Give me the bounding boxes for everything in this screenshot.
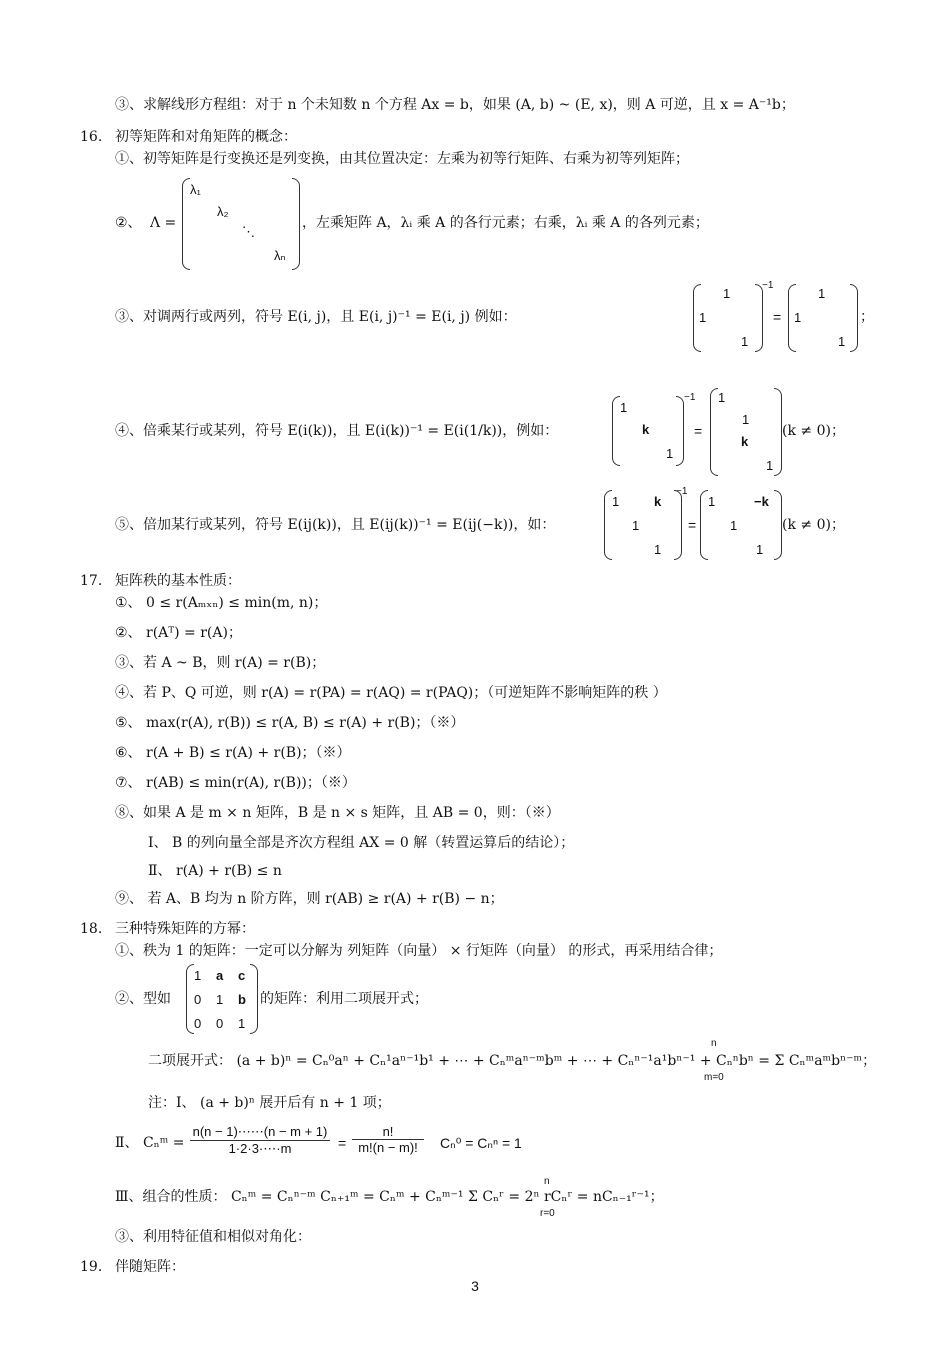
- matrix-entry: ⋱: [242, 224, 255, 239]
- matrix-entry: λₙ: [274, 248, 286, 263]
- section-heading-19: 伴随矩阵：: [115, 1259, 185, 1275]
- section-number-16: 16.: [80, 129, 103, 145]
- add-matrix: [604, 490, 682, 560]
- matrix-entry: 1: [666, 446, 674, 461]
- upper-triangular-matrix: [186, 964, 258, 1034]
- k-nonzero-note: (k ≠ 0)；: [782, 423, 845, 439]
- rank-property-6: ⑥、 r(A + B) ≤ r(A) + r(B)；（※）: [115, 745, 351, 761]
- matrix-entry: 1: [238, 1016, 246, 1031]
- rank-property-9: ⑨、 若 A、B 均为 n 阶方阵，则 r(AB) ≥ r(A) + r(B) − n；: [115, 891, 504, 907]
- eigen-diagonalization-line: ③、利用特征值和相似对角化：: [115, 1229, 311, 1245]
- matrix-entry: 1: [723, 286, 731, 301]
- matrix-entry: 1: [632, 518, 640, 533]
- inverse-exponent: −1: [676, 486, 688, 497]
- matrix-entry: a: [216, 968, 224, 983]
- equals-sign: =: [338, 1135, 347, 1151]
- diagonal-multiplication-text: ，左乘矩阵 A，λᵢ 乘 A 的各行元素；右乘，λᵢ 乘 A 的各列元素；: [302, 215, 709, 231]
- rank-property-7: ⑦、 r(AB) ≤ min(r(A), r(B))；（※）: [115, 775, 356, 791]
- matrix-entry: 1: [838, 334, 846, 349]
- sum-lower-limit: r=0: [540, 1208, 555, 1219]
- left-bracket: [182, 178, 190, 270]
- k-nonzero-note: (k ≠ 0)；: [782, 517, 845, 533]
- matrix-entry: −k: [754, 494, 769, 509]
- left-bracket: [186, 964, 194, 1034]
- matrix-entry: 1: [794, 310, 802, 325]
- matrix-entry: 1: [766, 458, 774, 473]
- rank-property-5: ⑤、 max(r(A), r(B)) ≤ r(A, B) ≤ r(A) + r(B)；（※）: [115, 715, 465, 731]
- matrix-entry: 0: [216, 1016, 224, 1031]
- right-bracket: [674, 490, 682, 560]
- page-number: 3: [471, 1278, 479, 1294]
- section-heading-17: 矩阵秩的基本性质：: [115, 573, 241, 589]
- right-bracket: [755, 284, 763, 352]
- swap-matrix: [693, 284, 763, 352]
- rank-property-1: ①、 0 ≤ r(Aₘₓₙ) ≤ min(m, n)；: [115, 595, 328, 611]
- fraction-denominator: m!(n − m)!: [352, 1139, 424, 1155]
- sum-upper-limit: n: [544, 1176, 550, 1187]
- combination-properties: Ⅲ、组合的性质： Cₙᵐ = Cₙⁿ⁻ᵐ Cₙ₊₁ᵐ = Cₙᵐ + Cₙᵐ⁻¹ Σ Cₙʳ = 2ⁿ rCₙʳ = nCₙ₋₁ʳ⁻¹；: [115, 1189, 664, 1205]
- swap-matrix-inverse: [788, 284, 858, 352]
- section-number-18: 18.: [80, 921, 103, 937]
- sum-lower-limit: m=0: [704, 1072, 724, 1083]
- rank-property-3: ③、若 A ~ B，则 r(A) = r(B)；: [115, 655, 326, 671]
- diagonal-matrix-label: ②、: [115, 215, 142, 231]
- matrix-entry: 1: [818, 286, 826, 301]
- left-bracket: [700, 490, 708, 560]
- matrix-entry: λ₂: [217, 204, 229, 219]
- matrix-entry: 1: [194, 968, 202, 983]
- right-bracket: [292, 178, 300, 270]
- matrix-entry: 1: [699, 310, 707, 325]
- add-matrix-inverse: [700, 490, 782, 560]
- left-bracket: [604, 490, 612, 560]
- rank-property-8: ⑧、如果 A 是 m × n 矩阵，B 是 n × s 矩阵，且 AB = 0，则：（※）: [115, 805, 560, 821]
- sum-upper-limit: n: [711, 1038, 717, 1049]
- fraction-denominator: 1·2·3·⋯·m: [190, 1140, 330, 1157]
- lambda-symbol: Λ =: [150, 215, 177, 231]
- semicolon: ；: [860, 309, 874, 325]
- right-bracket: [850, 284, 858, 352]
- binomial-note-1: 注：Ⅰ、 (a + b)ⁿ 展开后有 n + 1 项；: [148, 1095, 391, 1111]
- equals-sign: =: [694, 423, 703, 439]
- left-bracket: [710, 388, 718, 476]
- add-row-line: ⑤、倍加某行或某列，符号 E(ij(k))，且 E(ij(k))⁻¹ = E(ij(−k))，如：: [115, 517, 556, 533]
- section-heading-16: 初等矩阵和对角矩阵的概念：: [115, 129, 297, 145]
- swap-rows-line: ③、对调两行或两列，符号 E(i, j)，且 E(i, j)⁻¹ = E(i, j) 例如：: [115, 309, 517, 325]
- inverse-exponent: −1: [684, 392, 696, 403]
- matrix-entry: 0: [194, 992, 202, 1007]
- right-bracket: [774, 388, 782, 476]
- matrix-entry: 1: [756, 542, 764, 557]
- scale-matrix-inverse: [710, 388, 782, 476]
- right-bracket: [250, 964, 258, 1034]
- binomial-expansion: 二项展开式： (a + b)ⁿ = Cₙ⁰aⁿ + Cₙ¹aⁿ⁻¹b¹ + ⋯ + Cₙᵐaⁿ⁻ᵐbᵐ + ⋯ + Cₙⁿ⁻¹a¹bⁿ⁻¹ + Cₙⁿbⁿ = Σ Cₙᵐaᵐbⁿ⁻ᵐ；: [148, 1053, 877, 1069]
- scale-matrix: [612, 396, 684, 466]
- matrix-entry: 1: [654, 542, 662, 557]
- section-number-17: 17.: [80, 573, 103, 589]
- matrix-entry: 1: [730, 518, 738, 533]
- binomial-note-2-label: Ⅱ、 Cₙᵐ =: [115, 1135, 185, 1151]
- right-bracket: [774, 490, 782, 560]
- matrix-entry: 1: [216, 992, 224, 1007]
- elementary-matrix-position-line: ①、初等矩阵是行变换还是列变换，由其位置决定：左乘为初等行矩阵、右乘为初等列矩阵；: [115, 151, 689, 167]
- matrix-entry: 0: [194, 1016, 202, 1031]
- matrix-entry: b: [238, 992, 246, 1007]
- triangular-form-label: ②、型如: [115, 991, 171, 1007]
- section-heading-18: 三种特殊矩阵的方幂：: [115, 921, 255, 937]
- scale-row-line: ④、倍乘某行或某列，符号 E(i(k))，且 E(i(k))⁻¹ = E(i(1/k))，例如：: [115, 423, 559, 439]
- rank-property-8-ii: Ⅱ、 r(A) + r(B) ≤ n: [148, 863, 282, 879]
- matrix-entry: λ₁: [190, 182, 201, 197]
- fraction-numerator: n!: [382, 1124, 394, 1139]
- left-bracket: [612, 396, 620, 466]
- matrix-entry: 1: [742, 412, 750, 427]
- section-number-19: 19.: [80, 1259, 103, 1275]
- combination-fraction-2: [352, 1124, 424, 1155]
- rank-property-2: ②、 r(Aᵀ) = r(A)；: [115, 625, 242, 641]
- fraction-numerator: n(n − 1)⋯⋯(n − m + 1): [192, 1124, 328, 1139]
- combination-identity: Cₙ⁰ = Cₙⁿ = 1: [440, 1135, 522, 1151]
- binomial-usage-text: 的矩阵：利用二项展开式；: [260, 991, 428, 1007]
- matrix-entry: 1: [612, 494, 620, 509]
- matrix-entry: c: [238, 968, 246, 983]
- equals-sign: =: [688, 517, 697, 533]
- matrix-entry: k: [654, 494, 662, 509]
- matrix-entry: 1: [718, 390, 726, 405]
- right-bracket: [676, 396, 684, 466]
- equals-sign: =: [773, 309, 782, 325]
- rank-one-matrix-line: ①、秩为 1 的矩阵：一定可以分解为 列矩阵（向量） × 行矩阵（向量） 的形式，再采用结合律；: [115, 943, 723, 959]
- diagonal-matrix: [182, 178, 300, 270]
- matrix-entry: k: [642, 422, 650, 437]
- matrix-entry: 1: [741, 334, 749, 349]
- inverse-exponent: −1: [762, 280, 774, 291]
- matrix-entry: 1: [620, 400, 628, 415]
- rank-property-4: ④、若 P、Q 可逆，则 r(A) = r(PA) = r(AQ) = r(PAQ)；（可逆矩阵不影响矩阵的秩 ）: [115, 685, 667, 701]
- solve-linear-system-line: ③、求解线形方程组：对于 n 个未知数 n 个方程 Ax = b，如果 (A, b) ~ (E, x)，则 A 可逆，且 x = A⁻¹b；: [115, 97, 795, 113]
- rank-property-8-i: Ⅰ、 B 的列向量全部是齐次方程组 AX = 0 解（转置运算后的结论）；: [148, 835, 575, 851]
- combination-fraction-1: [190, 1124, 330, 1157]
- matrix-entry: k: [741, 434, 749, 449]
- matrix-entry: 1: [708, 494, 716, 509]
